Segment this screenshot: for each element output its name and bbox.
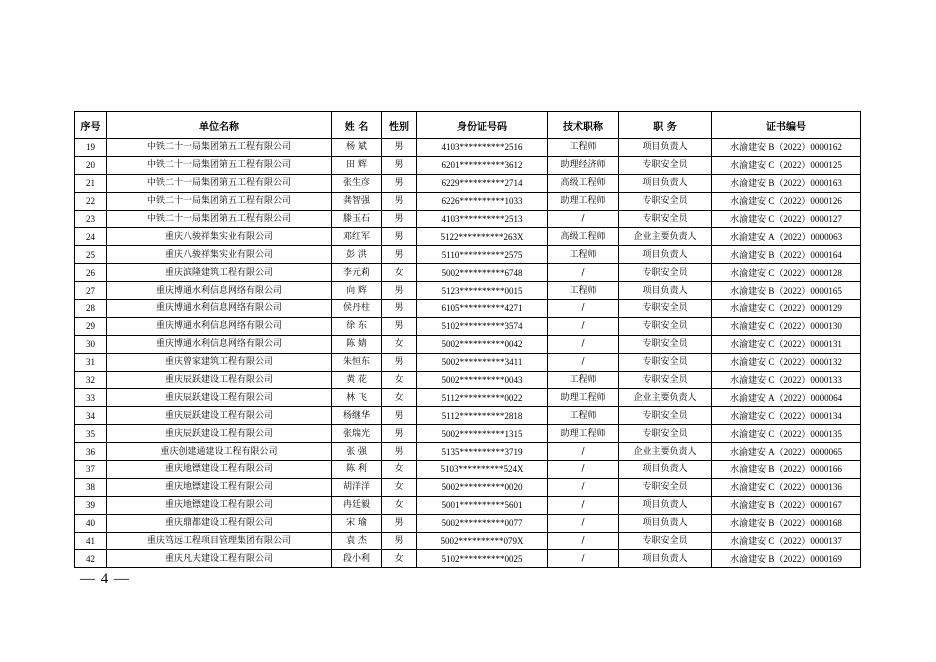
cell-certificate-number: 水渝建安 A（2022）0000064 xyxy=(712,389,861,407)
cell-certificate-number: 水渝建安 B（2022）0000162 xyxy=(712,139,861,157)
table-body xyxy=(75,139,861,568)
cell-seq: 37 xyxy=(75,461,107,479)
table-row xyxy=(75,174,861,192)
cell-name: 林 飞 xyxy=(332,389,382,407)
cell-seq: 22 xyxy=(75,192,107,210)
cell-tech-title: 助理经济师 xyxy=(548,156,619,174)
cell-tech-title: / xyxy=(548,317,619,335)
header-certificate-number: 证书编号 xyxy=(712,112,861,139)
cell-id-number: 6229**********2714 xyxy=(417,174,548,192)
table-row xyxy=(75,461,861,479)
cell-tech-title: 助理工程师 xyxy=(548,389,619,407)
cell-id-number: 6226**********1033 xyxy=(417,192,548,210)
table-row xyxy=(75,496,861,514)
table-row xyxy=(75,353,861,371)
cell-seq: 36 xyxy=(75,443,107,461)
cell-name: 段小利 xyxy=(332,550,382,568)
header-tech-title: 技术职称 xyxy=(548,112,619,139)
cell-id-number: 5002**********3411 xyxy=(417,353,548,371)
cell-company: 重庆八骏祥集实业有限公司 xyxy=(107,228,332,246)
cell-position: 专职安全员 xyxy=(619,353,712,371)
cell-id-number: 5002**********1315 xyxy=(417,425,548,443)
cell-seq: 23 xyxy=(75,210,107,228)
cell-tech-title: / xyxy=(548,443,619,461)
cell-certificate-number: 水渝建安 B（2022）0000168 xyxy=(712,514,861,532)
cell-seq: 27 xyxy=(75,282,107,300)
cell-id-number: 5122**********263X xyxy=(417,228,548,246)
cell-name: 侯丹柱 xyxy=(332,300,382,318)
table-row xyxy=(75,246,861,264)
cell-tech-title: / xyxy=(548,335,619,353)
table-row xyxy=(75,264,861,282)
cell-seq: 35 xyxy=(75,425,107,443)
cell-gender: 女 xyxy=(382,264,417,282)
cell-certificate-number: 水渝建安 A（2022）0000063 xyxy=(712,228,861,246)
cell-certificate-number: 水渝建安 B（2022）0000164 xyxy=(712,246,861,264)
cell-seq: 39 xyxy=(75,496,107,514)
cell-seq: 34 xyxy=(75,407,107,425)
cell-seq: 20 xyxy=(75,156,107,174)
certificate-table xyxy=(74,111,861,568)
cell-certificate-number: 水渝建安 B（2022）0000169 xyxy=(712,550,861,568)
cell-position: 企业主要负责人 xyxy=(619,443,712,461)
cell-position: 专职安全员 xyxy=(619,407,712,425)
table-row xyxy=(75,550,861,568)
header-id-number: 身份证号码 xyxy=(417,112,548,139)
cell-id-number: 5002**********0020 xyxy=(417,478,548,496)
cell-company: 重庆鼎都建设工程有限公司 xyxy=(107,514,332,532)
cell-certificate-number: 水渝建安 B（2022）0000167 xyxy=(712,496,861,514)
cell-tech-title: / xyxy=(548,532,619,550)
cell-seq: 19 xyxy=(75,139,107,157)
cell-company: 重庆曾家建筑工程有限公司 xyxy=(107,353,332,371)
table-row xyxy=(75,371,861,389)
table-row xyxy=(75,228,861,246)
cell-name: 张 强 xyxy=(332,443,382,461)
cell-company: 中铁二十一局集团第五工程有限公司 xyxy=(107,192,332,210)
cell-position: 专职安全员 xyxy=(619,192,712,210)
table-row xyxy=(75,192,861,210)
cell-certificate-number: 水渝建安 C（2022）0000133 xyxy=(712,371,861,389)
cell-gender: 女 xyxy=(382,335,417,353)
cell-certificate-number: 水渝建安 C（2022）0000127 xyxy=(712,210,861,228)
cell-certificate-number: 水渝建安 A（2022）0000065 xyxy=(712,443,861,461)
cell-company: 重庆辰跃建设工程有限公司 xyxy=(107,407,332,425)
cell-certificate-number: 水渝建安 B（2022）0000165 xyxy=(712,282,861,300)
cell-company: 中铁二十一局集团第五工程有限公司 xyxy=(107,139,332,157)
cell-gender: 男 xyxy=(382,139,417,157)
cell-company: 重庆地镖建设工程有限公司 xyxy=(107,496,332,514)
cell-gender: 男 xyxy=(382,228,417,246)
cell-gender: 男 xyxy=(382,317,417,335)
cell-name: 陈 婧 xyxy=(332,335,382,353)
cell-name: 陈 利 xyxy=(332,461,382,479)
cell-name: 朱恒东 xyxy=(332,353,382,371)
cell-company: 中铁二十一局集团第五工程有限公司 xyxy=(107,210,332,228)
cell-company: 重庆辰跃建设工程有限公司 xyxy=(107,371,332,389)
cell-seq: 33 xyxy=(75,389,107,407)
cell-position: 企业主要负责人 xyxy=(619,228,712,246)
cell-tech-title: 高级工程师 xyxy=(548,228,619,246)
cell-name: 张生彦 xyxy=(332,174,382,192)
cell-position: 专职安全员 xyxy=(619,300,712,318)
table-row xyxy=(75,532,861,550)
cell-position: 专职安全员 xyxy=(619,532,712,550)
cell-certificate-number: 水渝建安 C（2022）0000129 xyxy=(712,300,861,318)
cell-certificate-number: 水渝建安 B（2022）0000163 xyxy=(712,174,861,192)
cell-tech-title: / xyxy=(548,264,619,282)
cell-id-number: 6105**********4271 xyxy=(417,300,548,318)
cell-tech-title: 高级工程师 xyxy=(548,174,619,192)
cell-certificate-number: 水渝建安 C（2022）0000125 xyxy=(712,156,861,174)
cell-gender: 女 xyxy=(382,496,417,514)
cell-gender: 男 xyxy=(382,156,417,174)
cell-name: 李元莉 xyxy=(332,264,382,282)
table-row xyxy=(75,156,861,174)
cell-certificate-number: 水渝建安 C（2022）0000136 xyxy=(712,478,861,496)
cell-company: 重庆辰跃建设工程有限公司 xyxy=(107,425,332,443)
cell-tech-title: 工程师 xyxy=(548,246,619,264)
cell-gender: 女 xyxy=(382,478,417,496)
cell-gender: 女 xyxy=(382,550,417,568)
cell-position: 专职安全员 xyxy=(619,425,712,443)
table-row xyxy=(75,317,861,335)
cell-seq: 40 xyxy=(75,514,107,532)
cell-certificate-number: 水渝建安 C（2022）0000126 xyxy=(712,192,861,210)
cell-id-number: 5103**********524X xyxy=(417,461,548,479)
cell-certificate-number: 水渝建安 C（2022）0000132 xyxy=(712,353,861,371)
cell-id-number: 5002**********079X xyxy=(417,532,548,550)
cell-tech-title: 工程师 xyxy=(548,371,619,389)
cell-gender: 男 xyxy=(382,443,417,461)
cell-position: 专职安全员 xyxy=(619,264,712,282)
cell-name: 滕玉石 xyxy=(332,210,382,228)
cell-tech-title: 助理工程师 xyxy=(548,192,619,210)
cell-gender: 男 xyxy=(382,300,417,318)
cell-company: 重庆博通水利信息网络有限公司 xyxy=(107,300,332,318)
cell-id-number: 5102**********0025 xyxy=(417,550,548,568)
cell-company: 中铁二十一局集团第五工程有限公司 xyxy=(107,174,332,192)
cell-seq: 29 xyxy=(75,317,107,335)
cell-seq: 31 xyxy=(75,353,107,371)
cell-company: 重庆地镖建设工程有限公司 xyxy=(107,461,332,479)
cell-id-number: 5002**********0042 xyxy=(417,335,548,353)
header-company: 单位名称 xyxy=(107,112,332,139)
cell-id-number: 5112**********0022 xyxy=(417,389,548,407)
cell-tech-title: 工程师 xyxy=(548,282,619,300)
cell-id-number: 5002**********0043 xyxy=(417,371,548,389)
cell-id-number: 4103**********2513 xyxy=(417,210,548,228)
cell-company: 重庆笃远工程项目管理集团有限公司 xyxy=(107,532,332,550)
cell-name: 彭 洪 xyxy=(332,246,382,264)
cell-gender: 女 xyxy=(382,461,417,479)
cell-position: 项目负责人 xyxy=(619,550,712,568)
cell-name: 向 辉 xyxy=(332,282,382,300)
cell-position: 专职安全员 xyxy=(619,478,712,496)
cell-tech-title: / xyxy=(548,210,619,228)
cell-position: 项目负责人 xyxy=(619,282,712,300)
cell-name: 龚智强 xyxy=(332,192,382,210)
header-position: 职 务 xyxy=(619,112,712,139)
cell-tech-title: 工程师 xyxy=(548,139,619,157)
table-header-row xyxy=(75,112,861,139)
cell-company: 重庆滨隆建筑工程有限公司 xyxy=(107,264,332,282)
cell-gender: 男 xyxy=(382,514,417,532)
cell-name: 冉廷毅 xyxy=(332,496,382,514)
cell-name: 黄 花 xyxy=(332,371,382,389)
cell-seq: 24 xyxy=(75,228,107,246)
cell-position: 项目负责人 xyxy=(619,246,712,264)
table-row xyxy=(75,514,861,532)
cell-gender: 男 xyxy=(382,210,417,228)
cell-name: 徐 东 xyxy=(332,317,382,335)
cell-seq: 25 xyxy=(75,246,107,264)
cell-certificate-number: 水渝建安 C（2022）0000137 xyxy=(712,532,861,550)
table-row xyxy=(75,407,861,425)
cell-name: 杨继华 xyxy=(332,407,382,425)
cell-certificate-number: 水渝建安 C（2022）0000134 xyxy=(712,407,861,425)
cell-name: 胡洋洋 xyxy=(332,478,382,496)
header-name: 姓 名 xyxy=(332,112,382,139)
cell-id-number: 5123**********0015 xyxy=(417,282,548,300)
cell-position: 专职安全员 xyxy=(619,371,712,389)
table-row xyxy=(75,478,861,496)
header-gender: 性别 xyxy=(382,112,417,139)
table-row xyxy=(75,300,861,318)
cell-tech-title: / xyxy=(548,461,619,479)
cell-gender: 男 xyxy=(382,353,417,371)
cell-id-number: 5135**********3719 xyxy=(417,443,548,461)
cell-company: 重庆创建通建设工程有限公司 xyxy=(107,443,332,461)
cell-certificate-number: 水渝建安 C（2022）0000128 xyxy=(712,264,861,282)
cell-gender: 男 xyxy=(382,192,417,210)
cell-position: 专职安全员 xyxy=(619,210,712,228)
cell-position: 专职安全员 xyxy=(619,335,712,353)
cell-company: 重庆博通水利信息网络有限公司 xyxy=(107,335,332,353)
cell-company: 重庆博通水利信息网络有限公司 xyxy=(107,317,332,335)
cell-id-number: 4103**********2516 xyxy=(417,139,548,157)
cell-position: 专职安全员 xyxy=(619,156,712,174)
cell-id-number: 5002**********6748 xyxy=(417,264,548,282)
cell-id-number: 5002**********0077 xyxy=(417,514,548,532)
cell-gender: 男 xyxy=(382,282,417,300)
cell-position: 企业主要负责人 xyxy=(619,389,712,407)
cell-position: 项目负责人 xyxy=(619,139,712,157)
page-number: — 4 — xyxy=(80,571,130,587)
cell-company: 重庆凡夫建设工程有限公司 xyxy=(107,550,332,568)
cell-tech-title: / xyxy=(548,550,619,568)
cell-tech-title: / xyxy=(548,353,619,371)
cell-name: 张瑞光 xyxy=(332,425,382,443)
cell-id-number: 5110**********2575 xyxy=(417,246,548,264)
cell-position: 项目负责人 xyxy=(619,496,712,514)
cell-tech-title: / xyxy=(548,514,619,532)
cell-gender: 男 xyxy=(382,532,417,550)
table-row xyxy=(75,443,861,461)
cell-tech-title: / xyxy=(548,478,619,496)
table-row xyxy=(75,335,861,353)
cell-tech-title: / xyxy=(548,496,619,514)
cell-position: 专职安全员 xyxy=(619,317,712,335)
cell-company: 重庆辰跃建设工程有限公司 xyxy=(107,389,332,407)
cell-gender: 女 xyxy=(382,389,417,407)
cell-seq: 32 xyxy=(75,371,107,389)
cell-name: 杨 斌 xyxy=(332,139,382,157)
cell-tech-title: 工程师 xyxy=(548,407,619,425)
cell-seq: 41 xyxy=(75,532,107,550)
cell-position: 项目负责人 xyxy=(619,174,712,192)
cell-name: 田 辉 xyxy=(332,156,382,174)
cell-company: 重庆地镖建设工程有限公司 xyxy=(107,478,332,496)
table-row xyxy=(75,210,861,228)
cell-name: 袁 杰 xyxy=(332,532,382,550)
cell-gender: 男 xyxy=(382,425,417,443)
table-row xyxy=(75,282,861,300)
cell-id-number: 5102**********3574 xyxy=(417,317,548,335)
cell-seq: 26 xyxy=(75,264,107,282)
cell-seq: 21 xyxy=(75,174,107,192)
cell-gender: 男 xyxy=(382,407,417,425)
cell-certificate-number: 水渝建安 B（2022）0000166 xyxy=(712,461,861,479)
cell-company: 重庆八骏祥集实业有限公司 xyxy=(107,246,332,264)
cell-name: 邓红军 xyxy=(332,228,382,246)
cell-company: 中铁二十一局集团第五工程有限公司 xyxy=(107,156,332,174)
cell-tech-title: 助理工程师 xyxy=(548,425,619,443)
cell-gender: 女 xyxy=(382,371,417,389)
table-row xyxy=(75,389,861,407)
header-seq: 序号 xyxy=(75,112,107,139)
cell-name: 宋 瑜 xyxy=(332,514,382,532)
cell-certificate-number: 水渝建安 C（2022）0000135 xyxy=(712,425,861,443)
cell-gender: 男 xyxy=(382,174,417,192)
cell-id-number: 5001**********5601 xyxy=(417,496,548,514)
cell-tech-title: / xyxy=(548,300,619,318)
cell-company: 重庆博通水利信息网络有限公司 xyxy=(107,282,332,300)
table-row xyxy=(75,425,861,443)
cell-id-number: 5112**********2818 xyxy=(417,407,548,425)
cell-id-number: 6201**********3612 xyxy=(417,156,548,174)
cell-seq: 28 xyxy=(75,300,107,318)
cell-position: 项目负责人 xyxy=(619,514,712,532)
table-row xyxy=(75,139,861,157)
cell-position: 项目负责人 xyxy=(619,461,712,479)
cell-certificate-number: 水渝建安 C（2022）0000131 xyxy=(712,335,861,353)
cell-gender: 男 xyxy=(382,246,417,264)
cell-seq: 42 xyxy=(75,550,107,568)
cell-seq: 38 xyxy=(75,478,107,496)
cell-certificate-number: 水渝建安 C（2022）0000130 xyxy=(712,317,861,335)
cell-seq: 30 xyxy=(75,335,107,353)
